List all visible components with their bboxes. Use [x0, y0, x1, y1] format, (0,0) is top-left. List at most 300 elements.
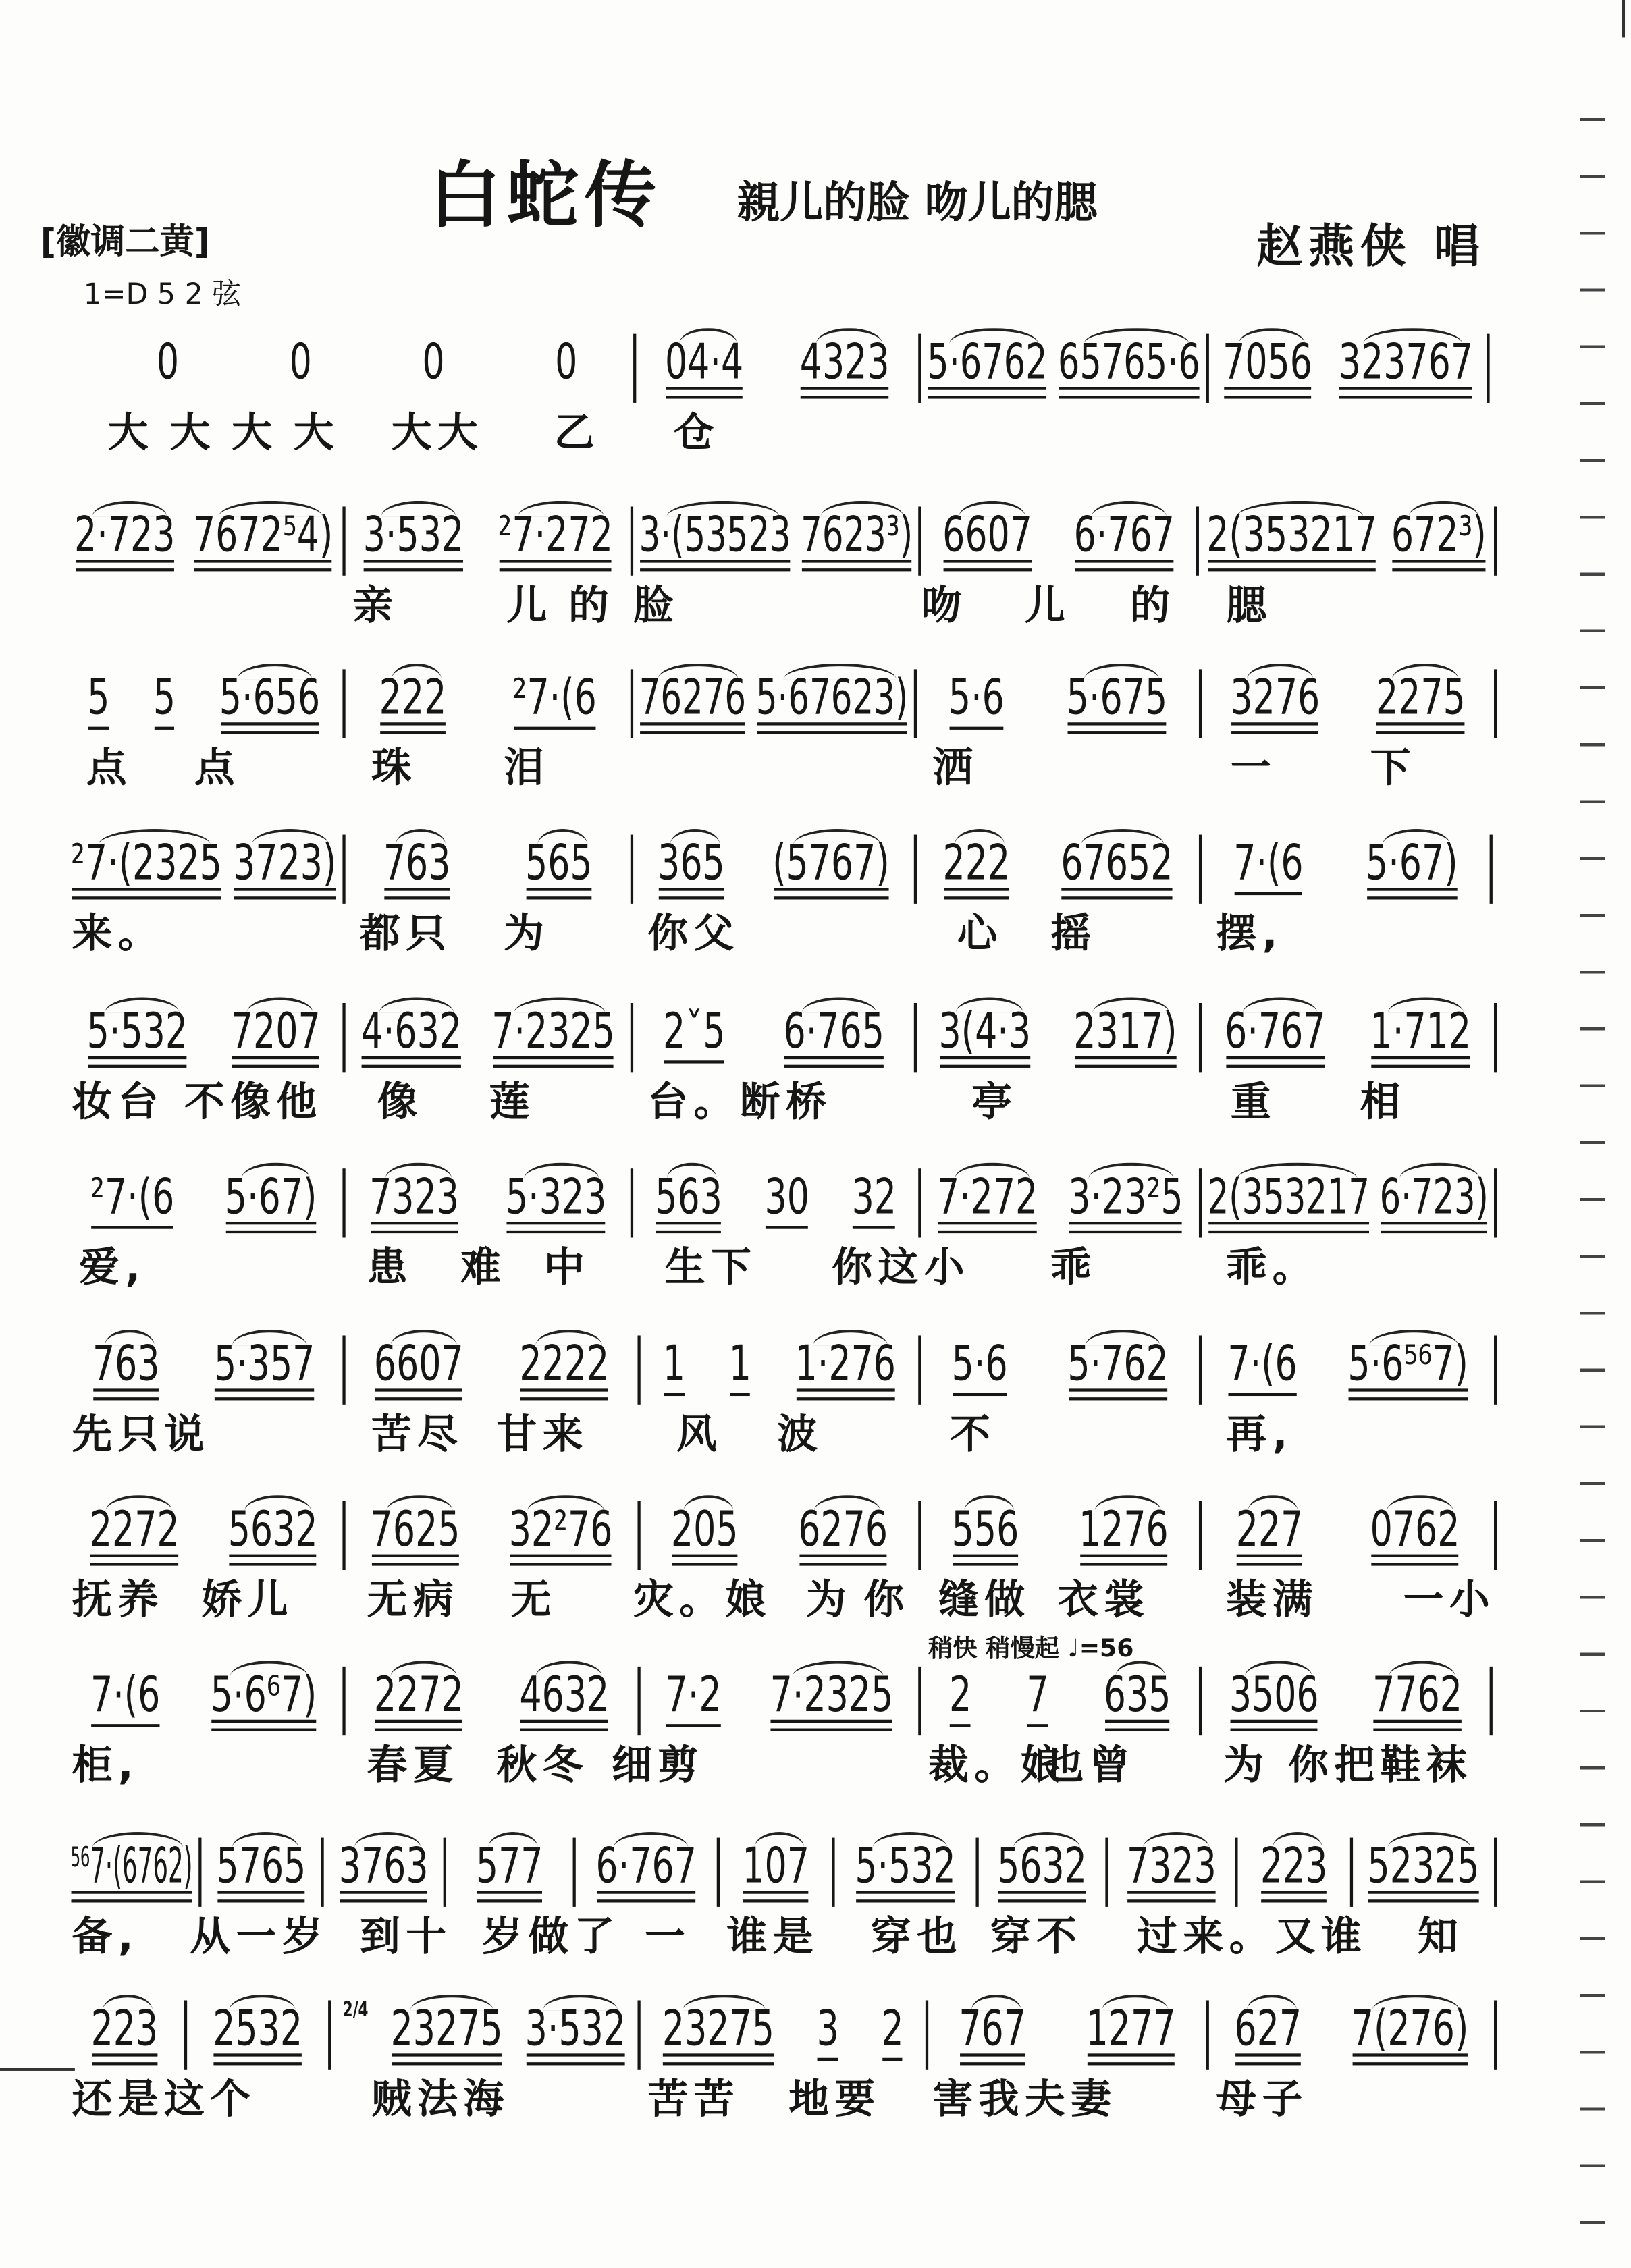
note-group: 6·767: [596, 1843, 697, 1902]
note-group: 5·67623): [756, 675, 909, 734]
note-group: ²7·(6: [513, 675, 597, 734]
measure-notes: [70, 2000, 178, 2065]
note-group: 7·(6: [1227, 1341, 1297, 1400]
lyric: 先只说: [72, 1410, 211, 1458]
note-group: 5·656: [219, 675, 320, 734]
note-group: 107: [742, 1843, 809, 1902]
measure-notes: [646, 1335, 912, 1400]
measure: [928, 2000, 1209, 2069]
lyric: 知: [1418, 1912, 1464, 1960]
measure: [346, 835, 633, 904]
lyric: 患: [367, 1243, 413, 1291]
lyric: 重: [1230, 1077, 1277, 1126]
measure: [65, 1335, 346, 1404]
measure: [1209, 334, 1490, 403]
note-group: 04·4: [665, 340, 743, 398]
lyric: 生下: [664, 1243, 757, 1291]
note-group: 7·2325: [491, 1009, 615, 1068]
lyric: 下: [1370, 744, 1416, 792]
note-group: 5·6: [952, 1341, 1008, 1400]
measure: [1108, 1838, 1238, 1907]
lyric: 无: [510, 1575, 558, 1623]
lyric: 你这小: [832, 1243, 971, 1291]
measure: [921, 1501, 1202, 1570]
lyric: 中: [543, 1243, 591, 1291]
lyric: 的: [1129, 581, 1176, 629]
measure: [921, 1335, 1202, 1404]
lyric: 腮: [1226, 581, 1273, 629]
note-group: 1277: [1086, 2006, 1176, 2065]
measure-notes: [193, 2000, 323, 2065]
lyric: 亭: [971, 1077, 1018, 1126]
measure-notes: [927, 1501, 1193, 1565]
measure-notes: [351, 1501, 632, 1565]
measure: [65, 1003, 346, 1072]
lyric: 难: [460, 1243, 507, 1291]
measure-notes: [639, 1003, 909, 1068]
measure-notes: [984, 1837, 1100, 1902]
note-group: 0762: [1370, 1507, 1460, 1565]
staff-row: [0, 506, 1569, 645]
lyric: 谁是: [726, 1912, 820, 1960]
note-group: 223: [91, 2006, 159, 2065]
measure-notes: [840, 1837, 970, 1902]
note-group: 6·765: [783, 1009, 884, 1068]
lyric: 乖: [1050, 1243, 1097, 1291]
measure-notes: [1244, 1837, 1344, 1902]
note-group: 5765: [217, 1843, 306, 1902]
measure: [641, 1335, 921, 1404]
note-group: 5·675: [1067, 675, 1167, 734]
measure: [633, 506, 921, 575]
measure: [835, 1838, 979, 1907]
measure: [633, 1168, 921, 1237]
measure-notes: [337, 1999, 632, 2065]
note-group: 5·67): [1366, 840, 1458, 899]
note-group: 205: [671, 1507, 739, 1565]
lyric: 缝做: [938, 1575, 1031, 1623]
note-group: 7207: [231, 1009, 321, 1068]
lyric: 大: [107, 408, 155, 456]
measure-notes: [207, 1837, 315, 1902]
measure-notes: [639, 669, 909, 734]
tempo-annotation: 稍快 稍慢起 ♩=56: [928, 1634, 1134, 1664]
note-group: 5·762: [1067, 1341, 1168, 1400]
note-group: 5·532: [855, 1843, 955, 1902]
note-group: 627: [1235, 2006, 1302, 2065]
lyric: 备,: [72, 1912, 140, 1960]
note-group: 2532: [213, 2006, 302, 2065]
measure: [921, 1667, 1202, 1735]
note-group: 30: [765, 1174, 809, 1233]
measure: [1202, 1335, 1497, 1404]
measure-notes: [70, 506, 336, 571]
lyric: 一小: [1403, 1575, 1496, 1623]
lyric: 乖。: [1226, 1243, 1318, 1291]
lyric: 也曾: [1043, 1741, 1136, 1789]
staff-row: [0, 1003, 1569, 1141]
note-group: 2272: [374, 1672, 464, 1731]
note-group: 323767: [1339, 340, 1473, 398]
note-group: 222: [943, 840, 1011, 899]
measure: [1238, 1838, 1354, 1907]
lyric: 像: [377, 1077, 423, 1126]
note-group: 2ˇ5: [663, 1009, 726, 1068]
note-group: 7323: [1127, 1843, 1216, 1902]
note-group: 5·6: [948, 675, 1005, 734]
note-group: 32²76: [509, 1507, 613, 1565]
measure-notes: [927, 1666, 1193, 1731]
note-group: 65765·6: [1058, 340, 1200, 398]
lyric: 儿: [1024, 581, 1071, 629]
staff-row: [0, 1168, 1569, 1307]
measure-notes: [1214, 333, 1480, 398]
staff-row: [0, 1501, 1569, 1640]
measure: [636, 334, 921, 403]
note-group: 3·(53523: [639, 512, 791, 571]
measure-notes: [70, 834, 337, 899]
measure: [187, 2000, 331, 2069]
lyric: 亲: [352, 581, 399, 629]
note-group: 6607: [942, 512, 1032, 571]
lyric: 泪: [504, 744, 550, 792]
measure: [346, 1168, 633, 1237]
note-group: 5: [87, 675, 109, 734]
measure: [1202, 835, 1493, 904]
lyric: 相: [1360, 1077, 1406, 1126]
lyric: 从一岁: [190, 1912, 329, 1960]
lyric: 装满: [1226, 1575, 1318, 1623]
measure: [65, 506, 346, 575]
measure-notes: [923, 834, 1194, 899]
lyric: 秋冬: [496, 1741, 589, 1789]
lyric: 裁。娘: [928, 1741, 1067, 1789]
lyric: 点: [86, 744, 133, 792]
lyric: 脸: [633, 581, 680, 629]
measure-notes: [1208, 1335, 1489, 1400]
note-group: 2(353217: [1208, 1174, 1370, 1233]
measure-notes: [1208, 1666, 1484, 1731]
measure: [633, 1003, 917, 1072]
measure: [917, 1003, 1202, 1072]
measure-notes: [70, 1168, 336, 1233]
note-group: 1276: [1079, 1507, 1169, 1565]
note-group: 7323: [369, 1174, 459, 1233]
lyric: 穿也: [870, 1912, 963, 1960]
lyric: 来。: [72, 909, 165, 957]
note-group: 635: [1104, 1672, 1171, 1731]
note-group: 5·67): [225, 1174, 317, 1233]
lyric: 为: [504, 909, 550, 957]
measure-notes: [923, 669, 1194, 734]
lyric: 大: [293, 408, 340, 456]
measure: [979, 1838, 1108, 1907]
note-group: 2: [881, 2006, 903, 2065]
measure: [65, 2000, 187, 2069]
measure-notes: [70, 1335, 336, 1400]
measure: [921, 334, 1208, 403]
note-group: 227: [1236, 1507, 1304, 1565]
measure: [633, 835, 917, 904]
measure-notes: [927, 1168, 1193, 1233]
measure-notes: [1208, 1501, 1489, 1565]
note-group: 577: [476, 1843, 543, 1902]
measure: [1353, 1838, 1497, 1907]
measure: [1202, 1667, 1493, 1735]
note-group: 5632: [997, 1843, 1087, 1902]
lyric: 风: [676, 1410, 723, 1458]
staff-row: [0, 669, 1569, 807]
measure: [331, 2000, 640, 2069]
measure-notes: [329, 1837, 437, 1902]
lyric: 苦苦: [647, 2075, 740, 2123]
measure: [101, 334, 636, 403]
note-group: 0: [555, 333, 578, 392]
note-group: ²7·(2325: [71, 840, 222, 899]
measure: [346, 1335, 641, 1404]
measure-notes: [107, 333, 628, 398]
lyric: 莲: [489, 1077, 536, 1126]
staff-row: [0, 835, 1569, 973]
note-group: 563: [655, 1174, 722, 1233]
lyric: 你把鞋袜: [1288, 1741, 1473, 1789]
lyric: 穿不: [990, 1912, 1083, 1960]
note-group: 1·712: [1370, 1009, 1471, 1068]
score-subtitle: 親儿的脸 吻儿的腮: [737, 178, 1098, 229]
measure-notes: [1114, 1837, 1229, 1902]
note-group: 7·2: [666, 1672, 722, 1731]
note-group: 32: [852, 1174, 897, 1233]
lyric: 你父: [647, 909, 740, 957]
score-title: 白蛇传: [429, 152, 662, 238]
lyric: 过来。又谁: [1137, 1912, 1368, 1960]
note-group: 5632: [228, 1507, 318, 1565]
measure-notes: [70, 669, 336, 734]
margin-ticks: [1580, 101, 1605, 2259]
note-group: 52325: [1368, 1843, 1480, 1902]
note-group: 223: [1260, 1843, 1328, 1902]
note-group: 23275: [391, 2006, 503, 2065]
measure-notes: [646, 1501, 912, 1565]
note-group: 4323: [800, 340, 890, 398]
measure: [917, 669, 1202, 738]
note-group: 7(276): [1352, 2006, 1469, 2065]
measure: [346, 1667, 641, 1735]
note-group: 556: [952, 1507, 1019, 1565]
note-group: ²7·272: [498, 512, 612, 571]
measure-notes: [1208, 834, 1484, 899]
staff-row: [0, 334, 1569, 473]
measure: [65, 835, 346, 904]
note-group: 2317): [1073, 1009, 1177, 1068]
mode-label: [徽调二黄]: [40, 221, 211, 263]
note-group: 3(4·3: [939, 1009, 1032, 1068]
note-group: 67652: [1061, 840, 1173, 899]
lyric: 一: [645, 1912, 691, 1960]
measure: [346, 669, 633, 738]
lyric: 大: [232, 408, 278, 456]
lyric: 点: [194, 744, 241, 792]
measure-notes: [642, 333, 913, 398]
note-group: (5767): [772, 840, 890, 899]
measure: [346, 506, 633, 575]
note-group: 5·6⁶7): [211, 1672, 317, 1731]
measure: [917, 835, 1202, 904]
measure-notes: [351, 1666, 632, 1731]
note-group: ⁵⁶7·(6762): [71, 1843, 193, 1902]
note-group: 1: [729, 1341, 751, 1400]
measure: [65, 1838, 202, 1907]
note-group: 3506: [1229, 1672, 1319, 1731]
lyric: 春夏: [367, 1741, 460, 1789]
note-group: 4·632: [361, 1009, 462, 1068]
note-group: 0: [289, 333, 312, 392]
measure: [720, 1838, 835, 1907]
note-group: 6·767: [1225, 1009, 1325, 1068]
measure: [921, 506, 1198, 575]
note-group: 3: [817, 2006, 839, 2065]
lyric: 洒: [932, 744, 979, 792]
lyric: 妆台: [72, 1077, 165, 1126]
measure: [65, 1168, 346, 1237]
note-group: 3723): [233, 840, 336, 899]
measure: [1202, 1501, 1497, 1570]
lyric: 柜,: [72, 1741, 140, 1789]
note-group: 2275: [1376, 675, 1466, 734]
note-group: 763: [92, 1341, 160, 1400]
note-group: 23275: [662, 2006, 774, 2065]
lyric: 还是这个: [72, 2075, 257, 2123]
note-group: 5·532: [87, 1009, 188, 1068]
lyric: 抚养: [72, 1575, 165, 1623]
lyric: 台。断桥: [647, 1077, 832, 1126]
measure: [201, 1838, 323, 1907]
measure-notes: [726, 1837, 826, 1902]
note-group: 763: [383, 840, 451, 899]
lyric: 你: [863, 1575, 910, 1623]
note-group: 5·323: [506, 1174, 606, 1233]
measure-notes: [70, 1501, 336, 1565]
measure: [921, 1168, 1202, 1237]
lyric: 苦尽: [371, 1410, 464, 1458]
lyric: 地要: [788, 2075, 881, 2123]
note-group: 7·272: [937, 1174, 1038, 1233]
lyric: 灾。娘: [633, 1575, 772, 1623]
lyric: 细剪: [612, 1741, 704, 1789]
staff-row: [0, 2000, 1569, 2138]
measure: [446, 1838, 576, 1907]
note-group: 1: [663, 1341, 685, 1400]
staff-row: [0, 1335, 1569, 1474]
note-group: 7762: [1372, 1672, 1462, 1731]
time-signature: 2/4: [342, 1999, 369, 2022]
staff-row: [0, 1667, 1569, 1805]
measure: [1202, 669, 1497, 738]
measure-notes: [351, 669, 624, 734]
note-group: 2222: [519, 1341, 609, 1400]
measure: [346, 1501, 641, 1570]
note-group: 7·(6: [1233, 840, 1303, 899]
note-group: 76276: [639, 675, 747, 734]
note-group: 7·2325: [770, 1672, 894, 1731]
lyric: 心: [957, 909, 1004, 957]
lyric: 害我夫妻: [932, 2075, 1117, 2123]
lyric: 无病: [367, 1575, 460, 1623]
note-group: 6607: [374, 1341, 464, 1400]
measure-notes: [934, 2000, 1200, 2065]
note-group: 5: [153, 675, 176, 734]
measure-notes: [1359, 1837, 1489, 1902]
lyric: 儿: [506, 581, 553, 629]
lyric: 的: [568, 581, 615, 629]
measure-notes: [1208, 669, 1489, 734]
measure: [324, 1838, 446, 1907]
margin-edge-line: [1622, 0, 1625, 37]
measure-notes: [581, 1837, 711, 1902]
lyric: 一: [1230, 744, 1277, 792]
measure-notes: [639, 1168, 913, 1233]
measure: [641, 1501, 921, 1570]
note-group: 2272: [90, 1507, 180, 1565]
measure-notes: [351, 506, 624, 571]
measure: [1202, 1168, 1497, 1237]
measure-notes: [70, 1666, 336, 1731]
lyric: 再,: [1226, 1410, 1293, 1458]
measure: [641, 1667, 921, 1735]
lyric: 甘来: [496, 1410, 589, 1458]
lyric: 贼法海: [371, 2075, 510, 2123]
measure: [1209, 2000, 1497, 2069]
note-group: 0: [422, 333, 445, 392]
note-group: 5·6⁵⁶7): [1347, 1341, 1468, 1400]
lyric: 摆,: [1216, 909, 1283, 957]
lyric: 仓: [673, 408, 720, 456]
note-group: 7056: [1223, 340, 1312, 398]
note-group: 5·357: [214, 1341, 315, 1400]
note-group: 1·276: [795, 1341, 896, 1400]
lyric: 大: [169, 408, 216, 456]
lyric: 摇: [1050, 909, 1097, 957]
note-group: 4632: [519, 1672, 609, 1731]
measure-notes: [351, 1335, 632, 1400]
lyric: 为: [1223, 1741, 1270, 1789]
note-group: 3763: [339, 1843, 429, 1902]
note-group: 6·723): [1380, 1174, 1489, 1233]
lyric: 岁做了: [482, 1912, 620, 1960]
note-group: 3276: [1230, 675, 1320, 734]
measure: [346, 1003, 633, 1072]
measure: [1202, 1003, 1497, 1072]
note-group: 2: [949, 1672, 971, 1731]
measure-notes: [452, 1837, 567, 1902]
lyric: 到十: [360, 1912, 452, 1960]
measure: [1199, 506, 1497, 575]
singer-label: 赵燕侠 唱: [1256, 219, 1486, 274]
lyric: 乙: [554, 408, 601, 456]
measure-notes: [646, 2000, 919, 2065]
note-group: 3·23²5: [1068, 1174, 1183, 1233]
note-group: ²7·(6: [90, 1174, 174, 1233]
measure-notes: [927, 506, 1190, 571]
note-group: 7: [1026, 1672, 1048, 1731]
lyric: 衣裳: [1058, 1575, 1150, 1623]
measure-notes: [639, 834, 909, 899]
measure-notes: [1207, 1168, 1489, 1233]
lyric: 不: [950, 1410, 996, 1458]
note-group: 0: [156, 333, 180, 392]
note-group: 7623³): [801, 512, 913, 571]
measure-notes: [70, 1003, 336, 1068]
